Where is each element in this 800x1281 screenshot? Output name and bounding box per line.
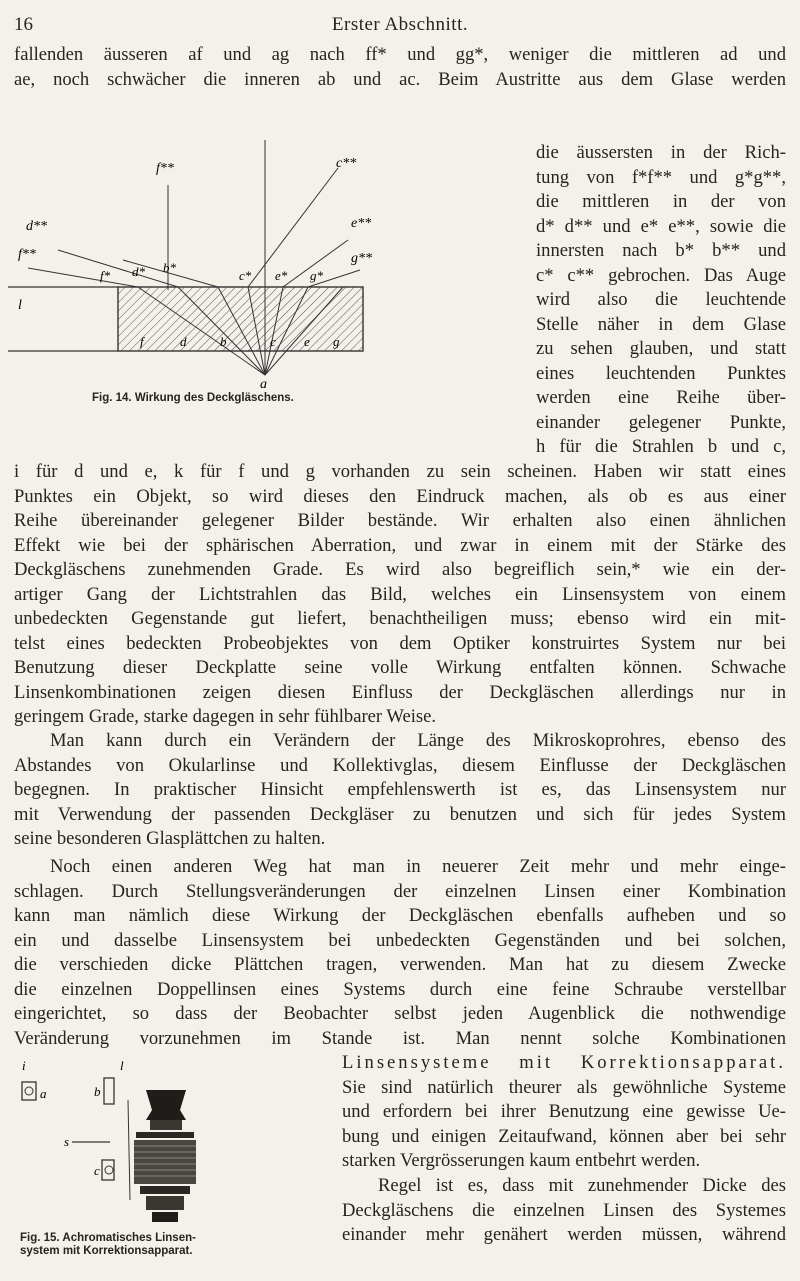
label-e2: e** [351,216,372,231]
text-line: telst eines bedeckten Probeobjektes von dem Optiker konstruirtes System nur bei [14,632,786,654]
figure-15-caption [20,1232,320,1258]
label-b: b [220,334,227,349]
text-line: Deckgläschens zunehmenden Grade. Es wird also begreiflich sein,* wie ein der- [14,559,786,580]
label-d2: d** [26,219,47,234]
text-line: i für d und e, k für f und g vorhanden zu sein scheinen. Haben wir statt eines [14,461,786,482]
fig15-label-c: c [94,1163,100,1178]
text-line: h für die Strahlen b und c, [536,436,786,457]
label-e: e [304,334,310,349]
label-a: a [260,377,267,392]
figure-14-diagram [8,90,372,392]
label-g-star: g* [310,268,323,283]
text-line: und erfordern bei ihrer Benutzung eine gewisse Ue- [342,1101,786,1122]
text-line: starken Vergrösserungen kaum entbehrt werden. [342,1150,701,1171]
paragraph-1-body [14,460,786,730]
fig15-label-i: i [22,1058,26,1073]
text-line: einander mehr genähert werden müssen, während [342,1224,786,1245]
text-line: mit Verwendung der passenden Deckgläser zu benutzen und sich für jedes System [14,803,786,825]
label-f: f [140,334,144,349]
text-line: ein und dasselbe Linsensystem bei unbedeckten Gegenständen und bei solchen, [14,929,786,951]
text-line: die verschieden dicke Plättchen tragen, verwenden. Man hat zu diesem Zwecke [14,954,786,975]
text-line: Stelle näher in dem Glase [536,313,786,335]
caption-line: Fig. 15. Achromatisches Linsen- [20,1232,196,1244]
label-g2: g** [351,251,372,266]
text-line: bung und einigen Zeitaufwand, können aber bei sehr [342,1125,786,1147]
page-header [14,14,786,40]
label-b-star: b* [163,260,176,275]
text-line: Man kann durch ein Verändern der Länge des Mikroskoprohres, ebenso des [50,730,786,751]
text-line: eingerichtet, so dass der Beobachter selbst jeden Augenblick die nothwendige [14,1003,786,1024]
cover-glass [118,287,363,351]
text-line: wird also die leuchtende [536,289,786,310]
text-line: Reihe übereinander gelegener Bilder bestände. Wir erhalten also einen ähnlichen [14,510,786,531]
text-line: die mittleren in der von [536,191,786,212]
text-line: Abstandes von Okularlinse und Kollektivglas, diesem Einflusse der Deckgläschen [14,754,786,776]
paragraph-1-top [14,43,786,92]
text-line: werden eine Reihe über- [536,387,786,408]
text-line: die einzelnen Doppellinsen eines Systems durch eine feine Schraube verstellbar [14,978,786,1000]
text-line: zu sehen glauben, und statt [536,338,786,359]
paragraph-1-side [536,141,786,460]
running-head: Erster Abschnitt. [331,14,469,35]
text-line: Veränderung vorzunehmen im Stande ist. Man nennt solche Kombinationen [14,1027,786,1049]
text-line: unbedeckten Gegenstande gut liefert, benachtheiligen muss; ebenso wird ein mit- [14,608,786,629]
text-line: ae, noch schwächer die inneren ab und ac. Beim Austritte aus dem Glase werden [14,68,786,90]
fig15-label-b: b [94,1084,101,1099]
text-line: Effekt wie bei der sphärischen Aberration, und zwar in einem mit der Stärke des [14,534,786,556]
figure-15-diagram [20,1050,320,1230]
paragraph-3 [14,855,786,1051]
figure-14 [8,90,372,410]
caption-line: system mit Korrektionsapparat. [20,1245,193,1257]
paragraph-3-side [342,1051,786,1174]
text-line: Noch einen anderen Weg hat man in neuerer Zeit mehr und mehr einge- [50,856,786,877]
text-line: die äussersten in der Rich- [536,142,786,163]
text-line: eines leuchtenden Punktes [536,362,786,384]
label-d-star: d* [132,264,145,279]
text-line: seine besonderen Glasplättchen zu halten. [14,828,326,849]
label-f2: f** [18,247,36,262]
text-line: artiger Gang der Lichtstrahlen das Bild, welches ein Linsensystem von einem [14,583,786,605]
text-line: Linsensysteme mit Korrektionsapparat. [342,1052,786,1073]
text-line: kann man nämlich diese Wirkung der Deckgläschen ebenfalls aufheben und so [14,905,786,926]
text-line: Sie sind natürlich theurer als gewöhnliche Systeme [342,1076,786,1098]
label-g: g [333,334,340,349]
text-line: einander gelegener Punkte, [536,411,786,433]
paragraph-2 [14,729,786,852]
text-line: tung von f*f** und g*g**, [536,166,786,188]
text-line: d* d** und e* e**, sowie die [536,215,786,237]
label-f-star: f* [100,268,111,283]
text-line: innersten nach b* b** und [536,240,786,261]
label-c: c [270,334,276,349]
text-line: fallenden äusseren af und ag nach ff* und gg*, weniger die mittleren ad und [14,44,786,65]
label-e-star: e* [275,268,288,283]
text-line: geringem Grade, starke dagegen in sehr fühlbarer Weise. [14,706,437,727]
text-line: begegnen. In praktischer Hinsicht empfehlenswerth ist es, das Linsensystem nur [14,779,786,800]
text-line: Benutzung dieser Deckplatte seine volle Wirkung entfalten können. Schwache [14,657,786,678]
label-d: d [180,334,187,349]
lens-system-drawing [134,1090,196,1222]
paragraph-4-side [342,1174,786,1248]
label-c-star: c* [239,268,252,283]
text-line: schlagen. Durch Stellungsveränderungen der einzelnen Linsen einer Kombination [14,880,786,902]
fig15-label-l: l [120,1058,124,1073]
text-line: Punktes ein Objekt, so wird dieses den Eindruck machen, als ob es aus einer [14,485,786,507]
label-c2: c** [336,156,357,171]
label-l: l [18,298,22,313]
text-line: Deckgläschens die einzelnen Linsen des Systemes [342,1199,786,1221]
page-number: 16 [14,14,33,35]
fig15-label-s: s [64,1134,70,1149]
label-h: f** [156,161,174,176]
figure-15 [20,1050,320,1272]
text-line: c* c** gebrochen. Das Auge [536,264,786,286]
text-line: Linsenkombinationen zeigen diesen Einfluss der Deckgläschen allerdings nur in [14,681,786,703]
fig15-label-a: a [40,1086,47,1101]
figure-14-caption: Fig. 14. Wirkung des Deckgläschens. [92,392,294,404]
text-line: Regel ist es, dass mit zunehmender Dicke des [378,1175,786,1196]
